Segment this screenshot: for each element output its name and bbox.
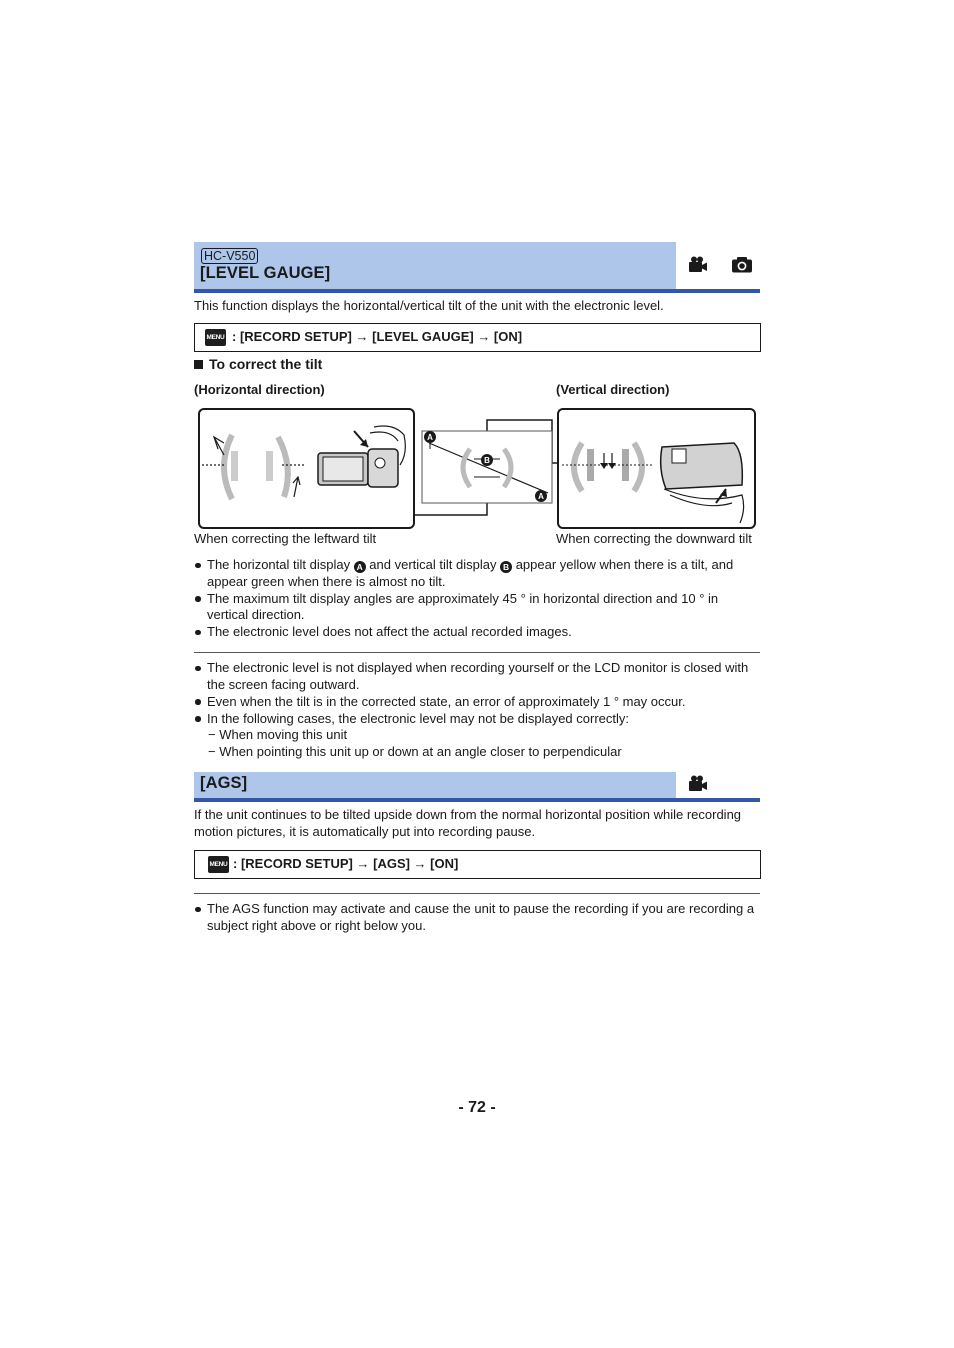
menu-path-text: : [RECORD SETUP] → [AGS] → [ON] xyxy=(233,856,459,871)
movie-camera-icon xyxy=(688,775,708,792)
bullet-text: and vertical tilt display xyxy=(365,557,501,572)
marker-a-inline: A xyxy=(354,561,366,573)
tilt-illustration xyxy=(194,405,760,533)
page-number: - 72 - xyxy=(458,1099,496,1116)
bullet-text: The maximum tilt display angles are approximately 45 ° in horizontal direction and 10 ° in vertical direction. xyxy=(207,590,719,623)
ags-mode-icons xyxy=(676,772,760,798)
bullet-dot xyxy=(195,596,201,602)
divider xyxy=(194,652,760,653)
menu-path-box xyxy=(194,323,761,352)
ags-header-band xyxy=(194,772,676,798)
bullet-item xyxy=(194,557,760,590)
square-bullet-icon xyxy=(194,360,203,369)
level-gauge-mode-icons xyxy=(676,242,760,289)
note-text: In the following cases, the electronic level may not be displayed correctly: xyxy=(207,710,629,726)
menu-icon: MENU xyxy=(208,856,229,873)
section-title-ags: [AGS] xyxy=(200,774,248,792)
bullet-dot xyxy=(195,716,201,722)
movie-camera-icon xyxy=(688,256,708,273)
ags-intro: If the unit continues to be tilted upside down from the normal horizontal position while recording motion pictures, it is automatically put into recording pause. xyxy=(194,807,742,839)
level-gauge-bullets xyxy=(194,557,760,641)
menu-path-box xyxy=(194,850,761,879)
section-rule xyxy=(194,798,760,802)
marker-b-label: B xyxy=(484,456,490,465)
bullet-dot xyxy=(195,563,201,569)
note-text: The AGS function may activate and cause the unit to pause the recording if you are recording a subject right above or right below you. xyxy=(207,901,755,933)
marker-b-inline: B xyxy=(500,561,512,573)
note-sub-item: − When pointing this unit up or down at an angle closer to perpendicular xyxy=(208,743,622,759)
ags-notes xyxy=(194,901,760,935)
bullet-item xyxy=(194,591,760,624)
model-tag: HC-V550 xyxy=(201,248,258,264)
level-gauge-intro: This function displays the horizontal/vertical tilt of the unit with the electronic level. xyxy=(194,298,664,313)
marker-a-bottom-label: A xyxy=(538,492,544,501)
bullet-dot xyxy=(195,630,201,636)
menu-icon: MENU xyxy=(205,329,226,346)
note-text: Even when the tilt is in the corrected state, an error of approximately 1 ° may occur. xyxy=(207,693,686,709)
note-item xyxy=(194,901,760,934)
bullet-item xyxy=(194,624,760,641)
subheading-text: To correct the tilt xyxy=(209,356,323,372)
bullet-dot xyxy=(195,907,201,913)
section-title-level-gauge: [LEVEL GAUGE] xyxy=(200,264,331,282)
caption-right: When correcting the downward tilt xyxy=(556,531,752,546)
note-sub-item: − When moving this unit xyxy=(208,727,348,743)
menu-path-text: : [RECORD SETUP] → [LEVEL GAUGE] → [ON] xyxy=(232,329,523,344)
bullet-text: appear yellow when there is a tilt, and appear green when there is almost no tilt. xyxy=(207,557,734,589)
bullet-text: The electronic level does not affect the actual recorded images. xyxy=(207,624,572,640)
level-gauge-notes xyxy=(194,660,760,761)
note-item xyxy=(194,660,760,693)
note-text: The electronic level is not displayed when recording yourself or the LCD monitor is closed with the screen facing outward. xyxy=(207,660,749,692)
photo-camera-icon xyxy=(731,256,753,273)
horizontal-direction-label: (Horizontal direction) xyxy=(194,382,325,397)
divider xyxy=(194,893,760,894)
subheading xyxy=(194,356,322,372)
bullet-dot xyxy=(195,666,201,672)
note-item xyxy=(194,694,760,711)
caption-left: When correcting the leftward tilt xyxy=(194,531,377,546)
marker-a-top-label: A xyxy=(427,433,433,442)
bullet-dot xyxy=(195,699,201,705)
note-item xyxy=(194,711,760,761)
vertical-direction-label: (Vertical direction) xyxy=(556,382,670,397)
section-rule xyxy=(194,289,760,293)
bullet-text: The horizontal tilt display xyxy=(207,557,354,572)
